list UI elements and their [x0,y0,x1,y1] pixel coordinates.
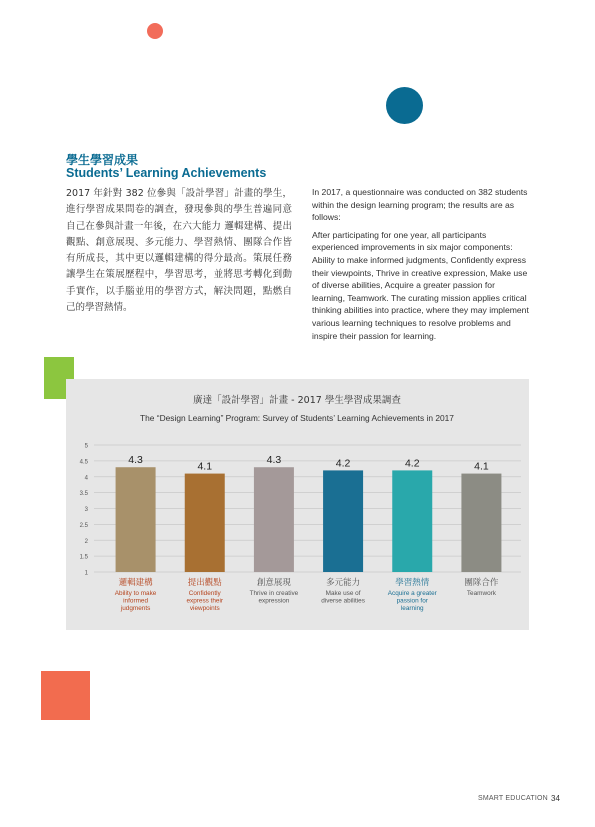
category-label-zh: 創意展現 [256,578,291,588]
y-tick-label: 2 [84,538,88,545]
bar-value-label: 4.2 [335,457,351,470]
bar-value-label: 4.3 [128,454,143,467]
decorative-red-dot [147,23,163,39]
category-label-en: Teamwork [466,590,496,597]
bar [254,467,294,572]
chart-subtitle: The “Design Learning” Program: Survey of Students’ Learning Achievements in 2017 [140,413,454,423]
bar [185,474,225,572]
bar [392,470,432,572]
y-tick-label: 4.5 [79,459,88,466]
category-label-zh: 團隊合作 [464,578,499,588]
y-tick-label: 5 [84,443,88,450]
chart-title: 廣達「設計學習」計畫 - 2017 學生學習成果調查 [193,395,401,406]
category-label-en: passion for [396,597,428,605]
chart-panel [66,379,529,630]
bar [461,474,501,572]
category-label-en: expression [258,597,290,605]
category-label-zh: 多元能力 [326,578,361,588]
category-label-en: Ability to make [114,590,157,597]
body-text-en [312,186,529,347]
bar [116,467,156,572]
category-label-en: learning [400,605,424,612]
footer-section-label: SMART EDUCATION [478,795,548,802]
body-paragraph-en: After participating for one year, all participants experienced improvements in six major components: Ability to make informed judgments, Confidently express their viewpoints, Thrive in creative expression, Make use of diverse abilities, Acquire a greater passion for learning, Teamwork. The curating mission applies critical thinking abilities into practice, where they may implement various learning techniques to resolve problems and inspire their passion for learning. [312,229,529,341]
y-tick-label: 1 [84,570,88,577]
bar-value-label: 4.1 [197,460,213,473]
bar-value-label: 4.2 [404,457,420,470]
category-label-en: diverse abilities [321,597,365,605]
category-label-en: express their [186,597,224,605]
category-label-zh: 學習熱情 [395,578,430,588]
category-label-en: Acquire a greater [387,590,437,597]
y-tick-label: 2.5 [79,522,88,529]
bar [323,470,363,572]
page-number: 34 [551,794,560,803]
body-paragraph-en: In 2017, a questionnaire was conducted on 382 students within the design learning program; the results are as follows: [312,187,528,223]
category-label-en: judgments [120,605,151,612]
decorative-blue-dot [386,87,423,124]
category-label-en: Confidently [188,590,221,597]
category-label-en: informed [123,597,149,605]
bar-chart [66,379,529,630]
y-tick-label: 3.5 [79,491,88,498]
section-title-en: Students’ Learning Achievements [66,166,267,180]
bar-value-label: 4.3 [266,454,282,467]
bar-value-label: 4.1 [474,460,489,473]
category-label-en: Make use of [325,590,361,597]
y-tick-label: 4 [84,475,88,482]
category-label-zh: 邏輯建構 [118,578,153,588]
y-tick-label: 3 [84,507,88,513]
category-label-en: Thrive in creative [249,590,299,597]
category-label-en: viewpoints [189,605,220,612]
decorative-orange-block [41,671,90,720]
y-tick-label: 1.5 [79,554,88,561]
body-text-zh: 2017 年針對 382 位參與「設計學習」計畫的學生，進行學習成果問卷的調查，發現參與的學生普遍同意自己在參與計畫一年後，在六大能力 邏輯建構、提出觀點、創意展現、多元能力、學習熱情、團隊合作皆有所成長，其中更以邏輯建構的得分最高。策展任務讓學生在策展歷程中，學習思考，並將思考轉化到動手實作，以手腦並用的學習方式，解決問題，點燃自己的學習熱情。 [66,188,292,314]
section-title-zh: 學生學習成果 [66,153,139,167]
category-label-zh: 提出觀點 [187,578,222,588]
